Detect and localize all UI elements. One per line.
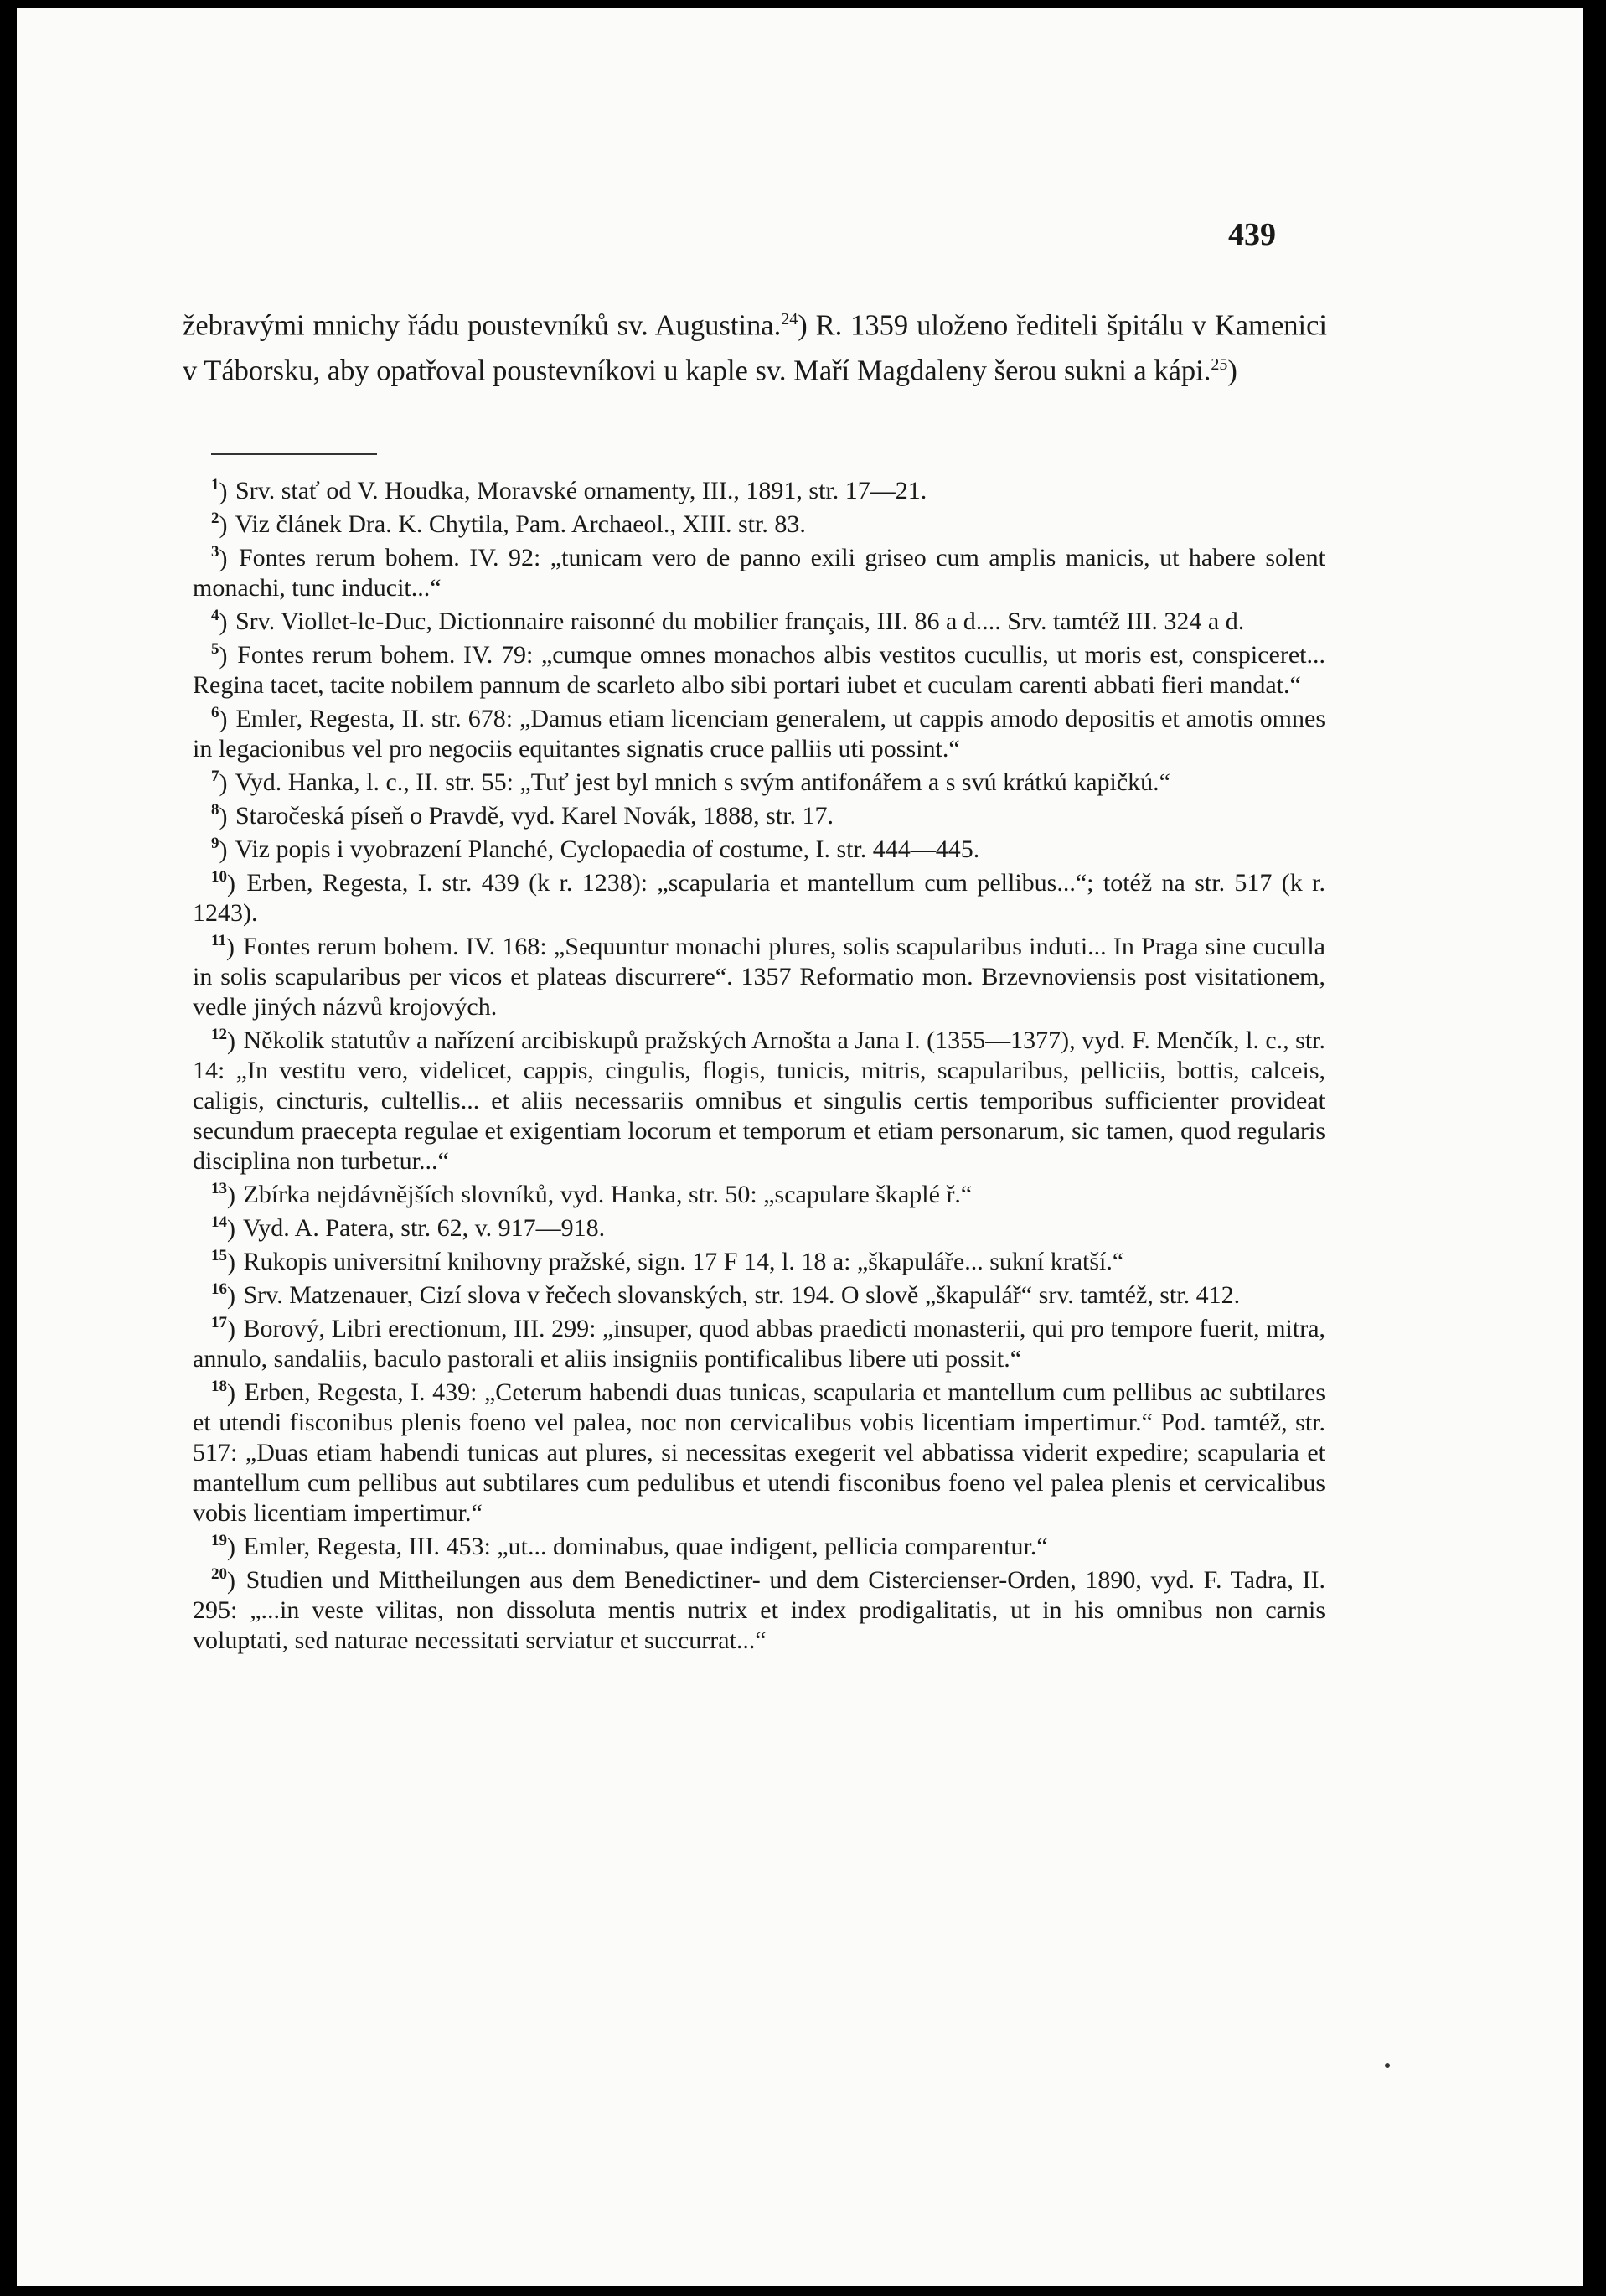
footnote-number: $^9$ )	[211, 835, 228, 852]
footnote-text: Emler, Regesta, III. 453: „ut... dominabus, quae indigent, pellicia comparentur.“	[243, 1533, 1048, 1560]
footnote-text: Fontes rerum bohem. IV. 92: „tunicam vero de panno exili griseo cum amplis manicis, ut habere solent monachi, tunc inducit...“	[193, 544, 1326, 602]
footnote-3	[193, 543, 1325, 603]
footnote-8	[193, 801, 1325, 831]
footnote-number: $^{19}$ )	[211, 1532, 235, 1549]
footnote-number: $^{10}$ )	[211, 868, 235, 886]
footnote-text: Srv. Matzenauer, Cizí slova v řečech slovanských, str. 194. O slově „škapulář“ srv. tamtéž, str. 412.	[243, 1281, 1241, 1309]
footnote-number: $^{16}$ )	[211, 1280, 235, 1298]
footnote-20	[193, 1565, 1325, 1656]
footnotes-block	[193, 476, 1325, 1659]
footnote-9	[193, 835, 1325, 865]
footnote-16	[193, 1280, 1325, 1311]
footnote-text: Staročeská píseň o Pravdě, vyd. Karel Novák, 1888, str. 17.	[235, 802, 834, 830]
footnote-number: $^{11}$ )	[211, 932, 235, 949]
footnote-number: $^{12}$ )	[211, 1026, 235, 1043]
main-text-part-3: )	[1227, 354, 1237, 386]
footnote-text: Viz článek Dra. K. Chytila, Pam. Archaeol., XIII. str. 83.	[235, 510, 806, 538]
scan-speck	[1385, 2063, 1390, 2068]
footnote-17	[193, 1314, 1325, 1374]
main-paragraph	[183, 300, 1327, 390]
footnote-11	[193, 932, 1325, 1022]
footnote-number: $^3$ )	[211, 543, 228, 561]
footnote-5	[193, 640, 1325, 701]
footnote-text: Erben, Regesta, I. 439: „Ceterum habendi duas tunicas, scapularia et mantellum cum pellibus ac subtilares et utendi fisconibus plenis foeno vel palea, noc non cervicalibus vobis licentiam impertimur.“ Pod. tamtéž, str. 517: „Duas etiam habendi tunicas aut plures, si necessitas exegerit vel abbatissa viderit expedire; scapularia et mantellum cum pellibus aut subtilares cum pedulibus et utendi fisconibus foeno vel palea plenis et cervicalibus vobis licentiam impertimur.“	[193, 1378, 1325, 1527]
footnote-18	[193, 1378, 1325, 1528]
footnote-text: Zbírka nejdávnějších slovníků, vyd. Hanka, str. 50: „scapulare škaplé ř.“	[243, 1181, 973, 1208]
main-text-part-2: ) R. 1359 uloženo řediteli špitálu v Kamenici v Táborsku, aby opatřoval poustevníkovi u kaple sv. Maří Magdaleny šerou sukni a kápi.	[183, 309, 1327, 386]
footnote-text: Studien und Mittheilungen aus dem Benedictiner- und dem Cistercienser-Orden, 1890, vyd. F. Tadra, II. 295: „...in veste vilitas, non dissoluta mentis nutrix et index prodigalitatis, ut in his omnibus non carnis voluptati, sed naturae necessitati serviatur et succurrat...“	[193, 1566, 1326, 1654]
footnote-separator	[211, 453, 377, 455]
footnote-text: Několik statutův a nařízení arcibiskupů pražských Arnošta a Jana I. (1355—1377), vyd. F. Menčík, l. c., str. 14: „In vestitu vero, videlicet, cappis, cingulis, flogis, tunicis, mitris, scapularibus, pelliciis, bottis, calceis, caligis, cincturis, cultellis... et aliis necessariis omnibus et singulis certis temporibus sufficienter provideat secundum praecepta regulae et exigentiam locorum et temporum et etiam personarum, sic tamen, quod regularis disciplina non turbetur...“	[193, 1026, 1326, 1175]
footnote-text: Srv. stať od V. Houdka, Moravské ornamenty, III., 1891, str. 17—21.	[235, 477, 927, 504]
footnote-13	[193, 1180, 1325, 1210]
footnote-text: Srv. Viollet-le-Duc, Dictionnaire raisonné du mobilier français, III. 86 a d.... Srv. tamtéž III. 324 a d.	[235, 608, 1245, 635]
main-text-part-1: žebravými mnichy řádu poustevníků sv. Augustina.	[183, 309, 782, 342]
footnote-text: Vyd. Hanka, l. c., II. str. 55: „Tuť jest byl mnich s svým antifonářem a s svú krátkú kapičkú.“	[235, 768, 1171, 796]
footnote-number: $^6$ )	[211, 704, 228, 721]
footnote-ref-25: 25	[1211, 354, 1228, 374]
footnote-text: Fontes rerum bohem. IV. 79: „cumque omnes monachos albis vestitos cucullis, ut moris est, conspiceret... Regina tacet, tacite nobilem pannum de scarleto albo sibi portari iubet et cuculam carenti abbati fieri mandat.“	[193, 641, 1326, 699]
footnote-14	[193, 1213, 1325, 1244]
footnote-number: $^5$ )	[211, 640, 228, 658]
footnote-19	[193, 1532, 1325, 1562]
footnote-6	[193, 704, 1325, 764]
footnote-number: $^2$ )	[211, 509, 228, 527]
footnote-text: Emler, Regesta, II. str. 678: „Damus etiam licenciam generalem, ut cappis amodo depositis et amotis omnes in legacionibus vel pro negociis equitantes signatis cruce palliis uti possint.“	[193, 705, 1326, 763]
footnote-7	[193, 768, 1325, 798]
footnote-text: Viz popis i vyobrazení Planché, Cyclopaedia of costume, I. str. 444—445.	[235, 835, 980, 863]
footnote-number: $^4$ )	[211, 607, 228, 624]
footnote-number: $^{15}$ )	[211, 1247, 235, 1264]
footnote-2	[193, 509, 1325, 540]
footnote-number: $^7$ )	[211, 768, 228, 785]
footnote-number: $^{14}$ )	[211, 1213, 235, 1231]
footnote-text: Erben, Regesta, I. str. 439 (k r. 1238): „scapularia et mantellum cum pellibus...“; totéž na str. 517 (k r. 1243).	[193, 869, 1325, 927]
footnote-number: $^{18}$ )	[211, 1378, 235, 1395]
footnote-text: Borový, Libri erectionum, III. 299: „insuper, quod abbas praedicti monasterii, qui pro tempore fuerit, mitra, annulo, sandaliis, baculo pastorali et aliis insigniis pontificalibus libere uti possit.“	[193, 1315, 1326, 1373]
footnote-number: $^{13}$ )	[211, 1180, 235, 1197]
footnote-number: $^{20}$ )	[211, 1565, 235, 1583]
footnote-1	[193, 476, 1325, 506]
footnote-number: $^{17}$ )	[211, 1314, 235, 1332]
footnote-text: Rukopis universitní knihovny pražské, sign. 17 F 14, l. 18 a: „škapuláře... sukní kratší.“	[243, 1248, 1124, 1275]
footnote-number: $^8$ )	[211, 801, 228, 819]
footnote-12	[193, 1026, 1325, 1176]
footnote-10	[193, 868, 1325, 928]
footnote-15	[193, 1247, 1325, 1277]
book-page	[17, 8, 1583, 2286]
footnote-text: Vyd. A. Patera, str. 62, v. 917—918.	[242, 1214, 606, 1242]
footnote-ref-24: 24	[781, 310, 798, 328]
footnote-text: Fontes rerum bohem. IV. 168: „Sequuntur monachi plures, solis scapularibus induti... In Praga sine cuculla in solis scapularibus per vicos et plateas discurrere“. 1357 Reformatio mon. Brzevnoviensis post visitationem, vedle jiných názvů krojových.	[193, 933, 1326, 1021]
footnote-number: $^1$ )	[211, 476, 228, 494]
page-number: 439	[1228, 217, 1276, 252]
footnote-4	[193, 607, 1325, 637]
